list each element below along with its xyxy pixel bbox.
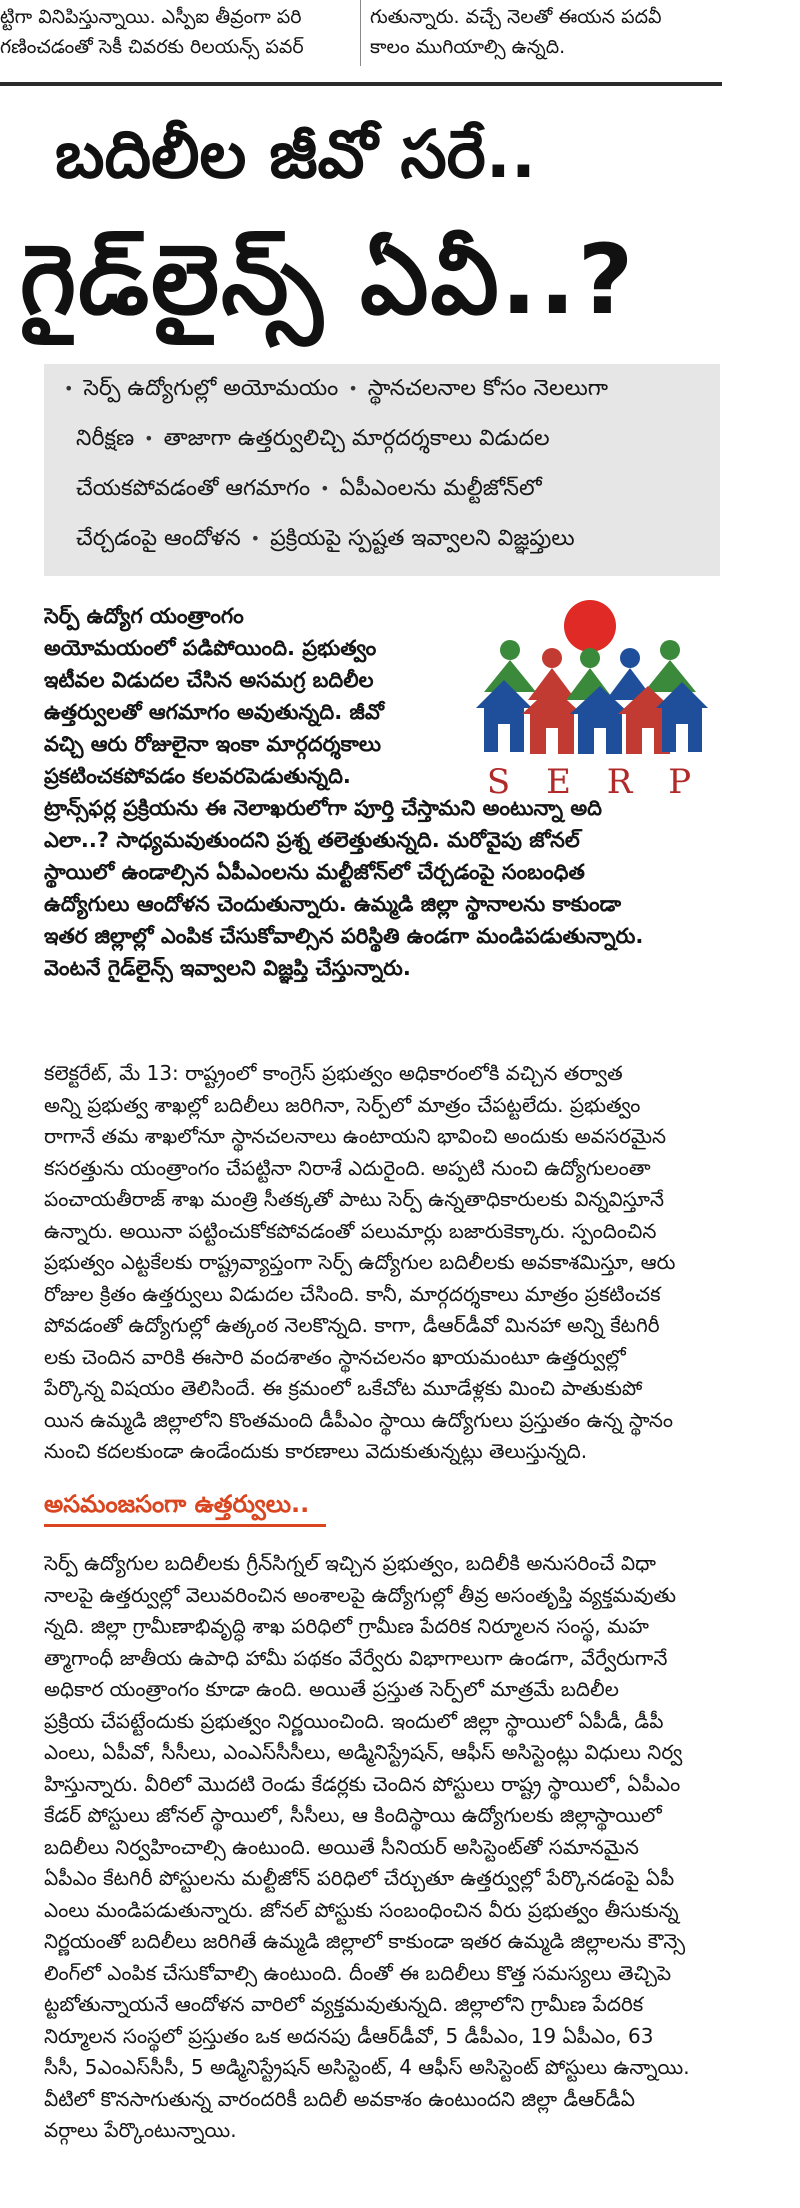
bullet-icon: • bbox=[348, 379, 358, 398]
paragraph-line: వర్గాలు పేర్కొంటున్నాయి. bbox=[44, 2118, 237, 2142]
paragraph-line: పేర్కొన్న విషయం తెలిసిందే. ఈ క్రమంలో ఒకేచోట మూడేళ్లకు మించి పాతుకుపో bbox=[44, 1376, 643, 1400]
paragraph-line: రాగానే తమ శాఖలోనూ స్థానచలనాలు ఉంటాయని భావించి అందుకు అవసరమైన bbox=[44, 1124, 667, 1148]
previous-article-line: గుతున్నారు. వచ్చే నెలతో ఈయన పదవీ bbox=[370, 6, 662, 28]
highlight-text: చేయకపోవడంతో ఆగమాగం bbox=[76, 476, 311, 501]
previous-article-line: ట్టిగా వినిపిస్తున్నాయి. ఎస్పీఐ తీవ్రంగా పరి bbox=[0, 6, 302, 28]
serp-logo bbox=[470, 596, 710, 812]
paragraph-line: ఉన్నారు. అయినా పట్టించుకోకపోవడంతో పలుమార్లు బజారుకెక్కారు. స్పందించిన bbox=[44, 1218, 657, 1243]
paragraph-line: నుంచి కదలకుండా ఉండేందుకు కారణాలు వెదుకుతున్నట్లు తెలుస్తున్నది. bbox=[44, 1439, 588, 1463]
paragraph-line: వీటిలో కొనసాగుతున్న వారందరికీ బదిలీ అవకాశం ఉంటుందని జిల్లా డీఆర్‌డీఏ bbox=[44, 2086, 636, 2111]
logo-figures bbox=[484, 640, 696, 700]
intro-line: వెంటనే గైడ్‌లైన్స్ ఇవ్వాలని విజ్ఞప్తి చేస్తున్నారు. bbox=[44, 956, 411, 980]
intro-line: ఇటీవల విడుదల చేసిన అసమగ్ర బదిలీల bbox=[44, 668, 374, 692]
subheading: అసమంజసంగా ఉత్తర్వులు.. bbox=[44, 1490, 310, 1518]
subheading-underline bbox=[44, 1524, 326, 1527]
intro-line: ఉద్యోగులు ఆందోళన చెందుతున్నారు. ఉమ్మడి జిల్లా స్థానాలను కాకుండా bbox=[44, 892, 622, 916]
intro-line: ఉత్తర్వులతో ఆగమాగం అవుతున్నది. జీవో bbox=[44, 700, 384, 724]
paragraph-line: ప్రభుత్వం ఎట్టకేలకు రాష్ట్రవ్యాప్తంగా సెర్ప్ ఉద్యోగుల బదిలీలకు అవకాశమిస్తూ, ఆరు bbox=[44, 1250, 676, 1274]
intro-line: ట్రాన్స్‌ఫర్ల ప్రక్రియను ఈ నెలాఖరులోగా పూర్తి చేస్తామని అంటున్నా అది bbox=[44, 796, 602, 820]
intro-line: స్థాయిలో ఉండాల్సిన ఏపీఎంలను మల్టీజోన్‌లో చేర్చడంపై సంబంధిత bbox=[44, 860, 585, 884]
body-paragraph-1 bbox=[44, 1058, 724, 1468]
intro-line: వచ్చి ఆరు రోజులైనా ఇంకా మార్గదర్శకాలు bbox=[44, 732, 382, 756]
paragraph-line: బదిలీలు నిర్వహించాల్సి ఉంటుంది. అయితే సీనియర్ అసిస్టెంట్‌తో సమానమైన bbox=[44, 1834, 639, 1859]
logo-letter: S bbox=[486, 762, 513, 802]
paragraph-line: రోజుల క్రితం ఉత్తర్వులు విడుదల చేసింది. కానీ, మార్గదర్శకాలు మాత్రం ప్రకటించక bbox=[44, 1281, 661, 1306]
intro-line: సెర్ప్ ఉద్యోగ యంత్రాంగం bbox=[44, 604, 244, 628]
previous-article-line: గణించడంతో సెకీ చివరకు రిలయన్స్ పవర్ bbox=[0, 36, 304, 58]
previous-article-fragment bbox=[0, 0, 800, 70]
logo-letter: E bbox=[546, 762, 573, 802]
paragraph-line: ఎంలు మండిపడుతున్నారు. జోనల్ పోస్టుకు సంబంధించిన వీరు ప్రభుత్వం తీసుకున్న bbox=[44, 1897, 679, 1922]
bullet-icon: • bbox=[64, 379, 74, 398]
paragraph-line: సెర్ప్ ఉద్యోగుల బదిలీలకు గ్రీన్‌సిగ్నల్ ఇచ్చిన ప్రభుత్వం, బదిలీకి అనుసరించే విధా bbox=[44, 1551, 656, 1575]
intro-line: ప్రకటించకపోవడం కలవరపెడుతున్నది. bbox=[44, 764, 351, 788]
paragraph-line: నాలపై ఉత్తర్వుల్లో వెలువరించిన అంశాలపై ఉద్యోగుల్లో తీవ్ర అసంతృప్తి వ్యక్తమవుతు bbox=[44, 1582, 677, 1607]
highlight-text: స్థానచలనాల కోసం నెలలుగా bbox=[367, 376, 609, 401]
paragraph-line: కసరత్తును యంత్రాంగం చేపట్టినా నిరాశే ఎదురైంది. అప్పటి నుంచి ఉద్యోగులంతా bbox=[44, 1155, 651, 1180]
paragraph-line: యిన ఉమ్మడి జిల్లాలోని కొంతమంది డీపీఎం స్థాయి ఉద్యోగులు ప్రస్తుతం ఉన్న స్థానం bbox=[44, 1407, 674, 1432]
bullet-icon: • bbox=[144, 429, 154, 448]
body-paragraph-2 bbox=[44, 1548, 724, 2147]
paragraph-line: అన్ని ప్రభుత్వ శాఖల్లో బదిలీలు జరిగినా, సెర్ప్‌లో మాత్రం చేపట్టలేదు. ప్రభుత్వం bbox=[44, 1092, 641, 1117]
section-divider bbox=[0, 82, 722, 86]
previous-article-left-column bbox=[0, 2, 356, 62]
column-divider bbox=[360, 0, 361, 66]
paragraph-line: ఎంలు, ఏపీవో, సీసీలు, ఎంఎస్‌సీసీలు, అడ్మినిస్ట్రేషన్, ఆఫీస్ అసిస్టెంట్లు విధులు నిర్వ bbox=[44, 1740, 683, 1764]
highlights-line bbox=[54, 424, 550, 454]
serp-logo-graphic bbox=[470, 596, 710, 766]
logo-letter: R bbox=[606, 762, 635, 802]
headline-line-2: గైడ్‌లైన్స్ ఏవీ..? bbox=[20, 224, 636, 336]
paragraph-line: పంచాయతీరాజ్ శాఖ మంత్రి సీతక్కతో పాటు సెర్ప్ ఉన్నతాధికారులకు విన్నవిస్తూనే bbox=[44, 1187, 665, 1211]
paragraph-line: హిస్తున్నారు. వీరిలో మొదటి రెండు కేడర్లకు చెందిన పోస్టులు రాష్ట్ర స్థాయిలో, ఏపీఎం bbox=[44, 1771, 681, 1796]
paragraph-line: లకు చెందిన వారికి ఈసారి వందశాతం స్థానచలనం ఖాయమంటూ ఉత్తర్వుల్లో bbox=[44, 1344, 626, 1369]
intro-line: అయోమయంలో పడిపోయింది. ప్రభుత్వం bbox=[44, 636, 377, 660]
paragraph-line: ప్రక్రియ చేపట్టేందుకు ప్రభుత్వం నిర్ణయించింది. ఇందులో జిల్లా స్థాయిలో ఏపీడీ, డీపీ bbox=[44, 1708, 664, 1733]
highlight-text: తాజాగా ఉత్తర్వులిచ్చి మార్గదర్శకాలు విడుదల bbox=[163, 426, 550, 451]
highlights-line bbox=[54, 524, 575, 554]
previous-article-right-column bbox=[370, 2, 710, 62]
paragraph-line: నిర్ణయంతో బదిలీలు జరిగితే ఉమ్మడి జిల్లాలో కాకుండా ఇతర ఉమ్మడి జిల్లాలను కౌన్సె bbox=[44, 1929, 686, 1953]
highlights-line bbox=[54, 474, 542, 504]
paragraph-line: కలెక్టరేట్, మే 13: రాష్ట్రంలో కాంగ్రెస్ ప్రభుత్వం అధికారంలోకి వచ్చిన తర్వాత bbox=[44, 1061, 623, 1085]
paragraph-line: ట్టబోతున్నాయనే ఆందోళన వారిలో వ్యక్తమవుతున్నది. జిల్లాలోని గ్రామీణ పేదరిక bbox=[44, 1992, 644, 2016]
paragraph-line: పోవడంతో ఉద్యోగుల్లో ఉత్కంఠ నెలకొన్నది. కాగా, డీఆర్‌డీవో మినహా అన్ని కేటగిరీ bbox=[44, 1313, 660, 1337]
paragraph-line: త్మాగాంధీ జాతీయ ఉపాధి హామీ పథకం వేర్వేరు విభాగాలుగా ఉండగా, వేర్వేరుగానే bbox=[44, 1645, 668, 1670]
logo-letter: P bbox=[668, 762, 694, 802]
paragraph-line: ఏపీఎం కేటగిరీ పోస్టులను మల్టీజోన్ పరిధిలో చేర్చుతూ ఉత్తర్వుల్లో పేర్కొనడంపై ఏపీ bbox=[44, 1866, 675, 1890]
paragraph-line: కేడర్ పోస్టులు జోనల్ స్థాయిలో, సీసీలు, ఆ కిందిస్థాయి ఉద్యోగులకు జిల్లాస్థాయిలో bbox=[44, 1803, 662, 1827]
paragraph-line: నిర్మూలన సంస్థలో ప్రస్తుతం ఒక అదనపు డీఆర్‌డీవో, 5 డీపీఎం, 19 ఏపీఎం, 63 bbox=[44, 2023, 654, 2048]
paragraph-line: సీసీ, 5ఎంఎస్‌సీసీ, 5 అడ్మినిస్ట్రేషన్ అసిస్టెంట్, 4 ఆఫీస్ అసిస్టెంట్ పోస్టులు ఉన్నాయి. bbox=[44, 2055, 690, 2079]
intro-line: ఇతర జిల్లాల్లో ఎంపిక చేసుకోవాల్సిన పరిస్థితి ఉండగా మండిపడుతున్నారు. bbox=[44, 924, 644, 948]
highlights-line bbox=[54, 374, 608, 404]
paragraph-line: న్నది. జిల్లా గ్రామీణాభివృద్ధి శాఖ పరిధిలో గ్రామీణ పేదరిక నిర్మూలన సంస్థ, మహ bbox=[44, 1614, 649, 1638]
bullet-icon: • bbox=[250, 529, 261, 548]
intro-line: ఎలా..? సాధ్యమవుతుందని ప్రశ్న తలెత్తుతున్నది. మరోవైపు జోనల్ bbox=[44, 828, 580, 852]
headline-line-1: బదిలీల జీవో సరే.. bbox=[55, 116, 536, 193]
paragraph-line: అధికార యంత్రాంగం కూడా ఉంది. అయితే ప్రస్తుత సెర్ప్‌లో మాత్రమే బదిలీల bbox=[44, 1677, 619, 1701]
previous-article-line: కాలం ముగియాల్సి ఉన్నది. bbox=[370, 36, 566, 58]
highlights-box bbox=[44, 364, 720, 576]
bullet-icon: • bbox=[320, 479, 330, 498]
logo-sun bbox=[564, 600, 616, 652]
highlight-text: సెర్ప్ ఉద్యోగుల్లో అయోమయం bbox=[83, 376, 339, 401]
paragraph-line: లింగ్‌లో ఎంపిక చేసుకోవాల్సి ఉంటుంది. దీంతో ఈ బదిలీలు కొత్త సమస్యలు తెచ్చిపె bbox=[44, 1960, 672, 1985]
highlight-text: చేర్చడంపై ఆందోళన bbox=[76, 526, 241, 551]
highlight-text: నిరీక్షణ bbox=[76, 426, 135, 451]
highlight-text: ప్రక్రియపై స్పష్టత ఇవ్వాలని విజ్ఞప్తులు bbox=[270, 526, 575, 551]
highlight-text: ఏపీఎంలను మల్టీజోన్‌లో bbox=[339, 476, 542, 501]
